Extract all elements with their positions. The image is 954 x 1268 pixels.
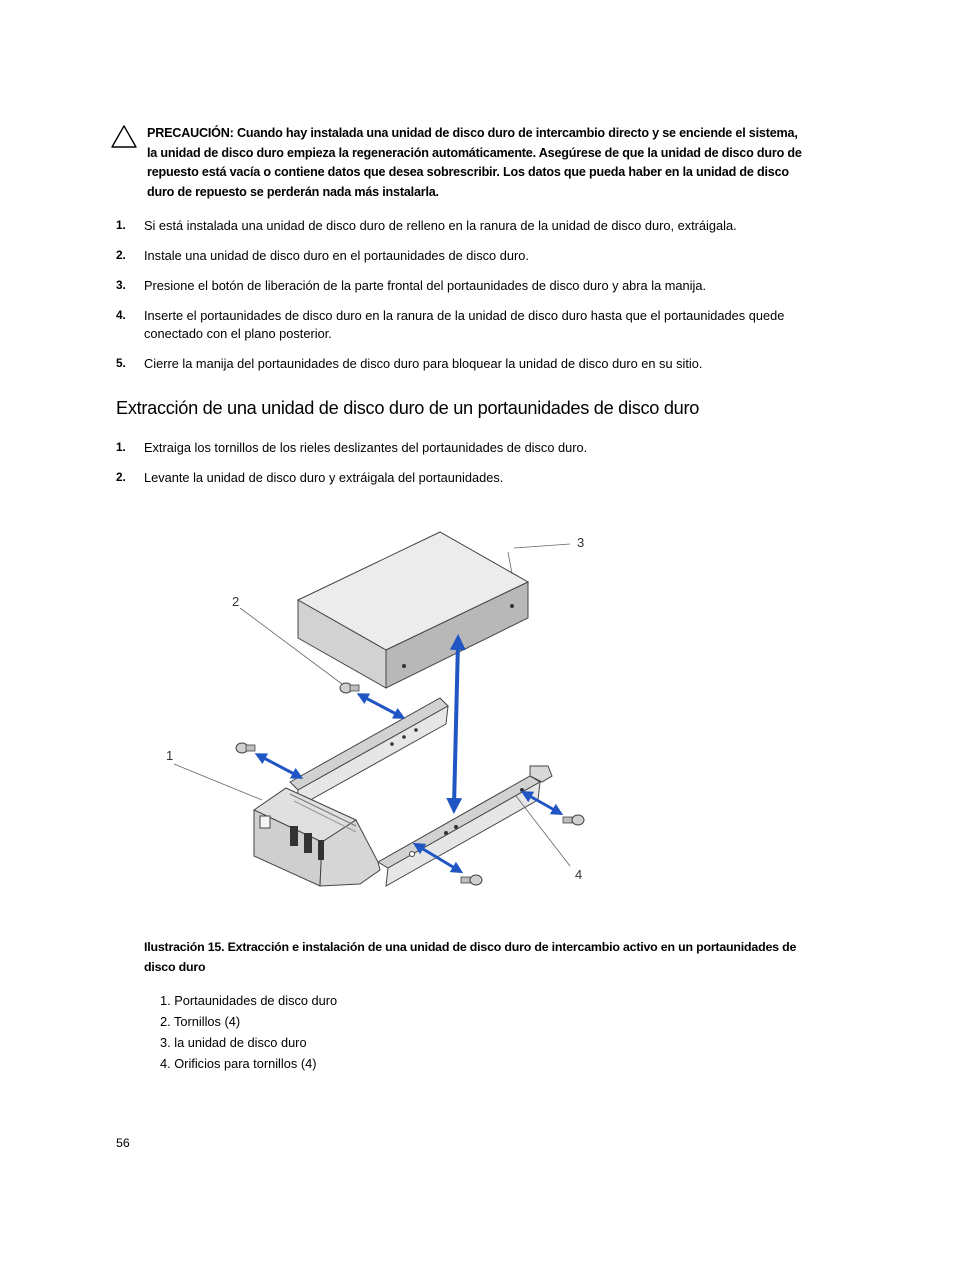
screw: [461, 875, 482, 885]
list-item: 5. Cierre la manija del portaunidades de disco duro para bloquear la unidad de disco duro en su sitio.: [116, 355, 703, 371]
page-number: 56: [116, 1136, 130, 1150]
callout-1: 1: [166, 748, 174, 763]
list-item: 3. Presione el botón de liberación de la parte frontal del portaunidades de disco duro y abra la manija.: [116, 278, 707, 293]
figure-legend: [160, 990, 337, 1074]
screw: [236, 743, 255, 753]
screw: [563, 815, 584, 825]
screw: [340, 683, 359, 693]
legend-item: 4. Orificios para tornillos (4): [160, 1056, 317, 1071]
figure-caption: Ilustración 15. Extracción e instalación de una unidad de disco duro de intercambio activo en un portaunidades de disco duro: [144, 940, 797, 974]
warning-triangle-icon: [110, 124, 138, 149]
hard-drive: [298, 532, 528, 688]
section-title: Extracción de una unidad de disco duro de un portaunidades de disco duro: [116, 398, 700, 418]
legend-item: 3. la unidad de disco duro: [160, 1035, 307, 1050]
hard-drive-carrier-figure: [150, 520, 620, 900]
legend-item: 2. Tornillos (4): [160, 1014, 241, 1029]
list-item: 4. Inserte el portaunidades de disco duro en la ranura de la unidad de disco duro hasta que el portaunidades quede conectado con el plano posterior.: [116, 308, 785, 341]
hard-drive-diagram: [150, 520, 620, 900]
carrier-bezel: [254, 788, 380, 886]
callout-4: 4: [575, 867, 583, 882]
list-item: 2. Levante la unidad de disco duro y extráigala del portaunidades.: [116, 470, 504, 485]
callout-2: 2: [232, 594, 240, 609]
list-item: 2. Instale una unidad de disco duro en el portaunidades de disco duro.: [116, 248, 529, 263]
install-steps-list: [116, 217, 806, 385]
remove-steps-list: [116, 439, 806, 499]
carrier-rail-back: [290, 698, 448, 808]
carrier-rail-front: [378, 766, 552, 886]
legend-item: 1. Portaunidades de disco duro: [160, 993, 338, 1008]
callout-3: 3: [577, 535, 585, 550]
caution-note: [110, 124, 810, 202]
list-item: 1. Extraiga los tornillos de los rieles deslizantes del portaunidades de disco duro.: [116, 440, 588, 455]
caution-text: PRECAUCIÓN: Cuando hay instalada una unidad de disco duro de intercambio directo y se enciende el sistema, la unidad de disco duro empieza la regeneración automáticamente. Asegúrese de que la unidad de disco duro de repuesto está vacía o contiene datos que desea sobrescribir. Los datos que pueda haber en la unidad de disco duro de repuesto se perderán nada más instalarla.: [147, 126, 802, 199]
list-item: 1. Si está instalada una unidad de disco duro de relleno en la ranura de la unidad de disco duro, extráigala.: [116, 218, 737, 233]
